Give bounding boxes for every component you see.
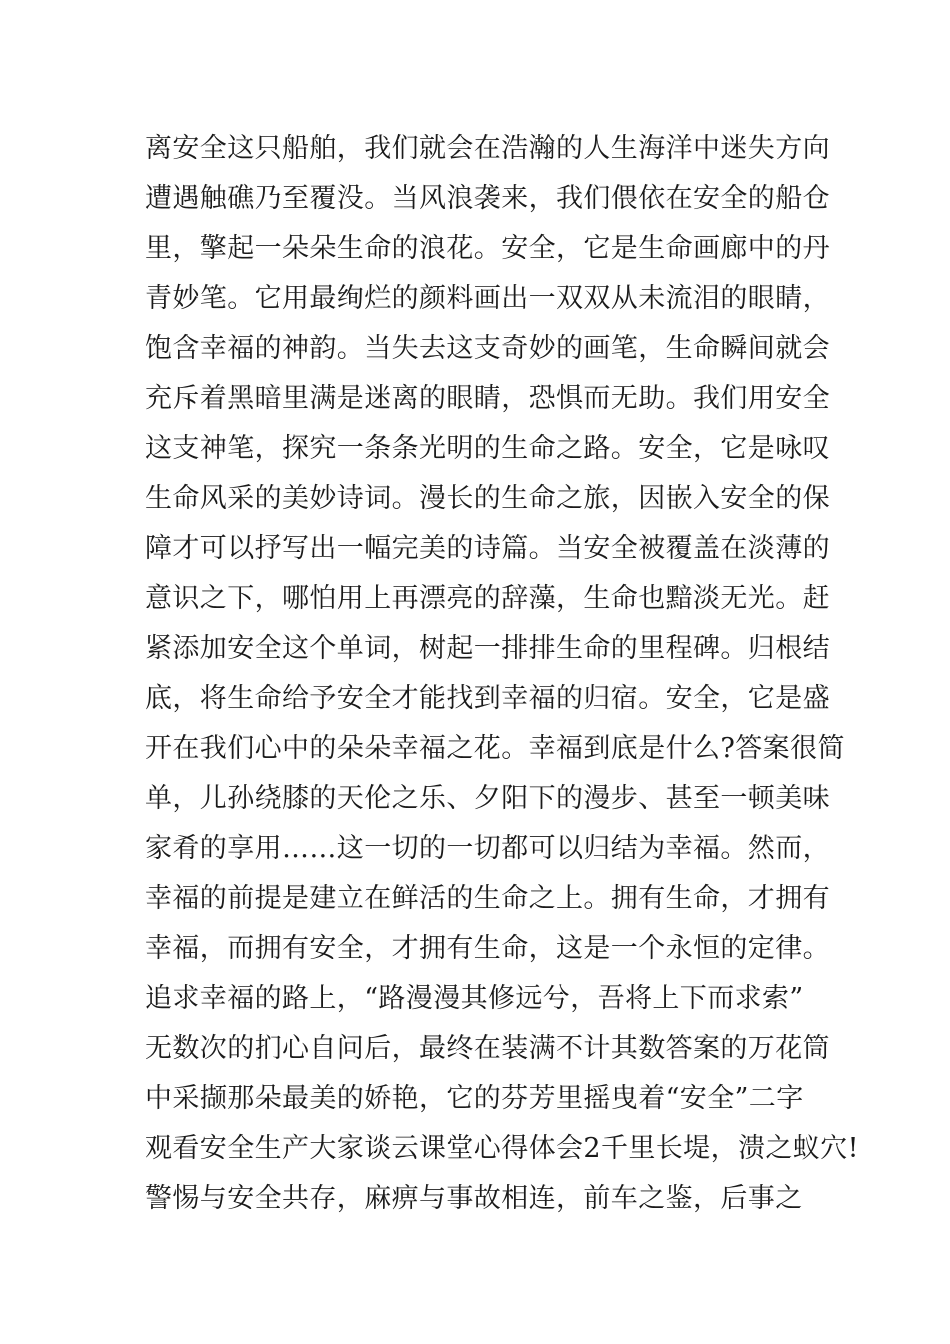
text-line: 中采撷那朵最美的娇艳，它的芬芳里摇曳着“安全”二字 xyxy=(145,1083,804,1114)
text-line: 警惕与安全共存，麻痹与事故相连，前车之鉴，后事之 xyxy=(145,1183,803,1214)
text-line: 观看安全生产大家谈云课堂心得体会2千里长堤，溃之蚁穴! xyxy=(145,1133,859,1164)
text-line: 单，儿孙绕膝的天伦之乐、夕阳下的漫步、甚至一顿美味 xyxy=(145,783,830,814)
text-line: 里，擎起一朵朵生命的浪花。安全，它是生命画廊中的丹 xyxy=(145,233,830,264)
text-line: 无数次的扪心自问后，最终在装满不计其数答案的万花筒 xyxy=(145,1033,830,1064)
text-line: 紧添加安全这个单词，树起一排排生命的里程碑。归根结 xyxy=(145,633,830,664)
text-line: 追求幸福的路上，“路漫漫其修远兮，吾将上下而求索” xyxy=(145,983,804,1014)
text-line: 生命风采的美妙诗词。漫长的生命之旅，因嵌入安全的保 xyxy=(145,483,830,514)
text-line: 障才可以抒写出一幅完美的诗篇。当安全被覆盖在淡薄的 xyxy=(145,533,830,564)
text-line: 开在我们心中的朵朵幸福之花。幸福到底是什么?答案很简 xyxy=(145,733,845,764)
text-line: 家肴的享用……这一切的一切都可以归结为幸福。然而， xyxy=(145,833,830,864)
text-line: 底，将生命给予安全才能找到幸福的归宿。安全，它是盛 xyxy=(145,683,830,714)
text-line: 意识之下，哪怕用上再漂亮的辞藻，生命也黯淡无光。赶 xyxy=(145,583,830,614)
text-line: 充斥着黑暗里满是迷离的眼睛，恐惧而无助。我们用安全 xyxy=(145,383,830,414)
text-line: 青妙笔。它用最绚烂的颜料画出一双双从未流泪的眼睛， xyxy=(145,283,830,314)
text-line: 这支神笔，探究一条条光明的生命之路。安全，它是咏叹 xyxy=(145,433,830,464)
text-line: 幸福，而拥有安全，才拥有生命，这是一个永恒的定律。 xyxy=(145,933,830,964)
text-line: 遭遇触礁乃至覆没。当风浪袭来，我们偎依在安全的船仓 xyxy=(145,183,830,214)
text-line: 离安全这只船舶，我们就会在浩瀚的人生海洋中迷失方向 xyxy=(145,133,830,164)
text-line: 幸福的前提是建立在鲜活的生命之上。拥有生命，才拥有 xyxy=(145,883,830,914)
text-line: 饱含幸福的神韵。当失去这支奇妙的画笔，生命瞬间就会 xyxy=(145,333,830,364)
